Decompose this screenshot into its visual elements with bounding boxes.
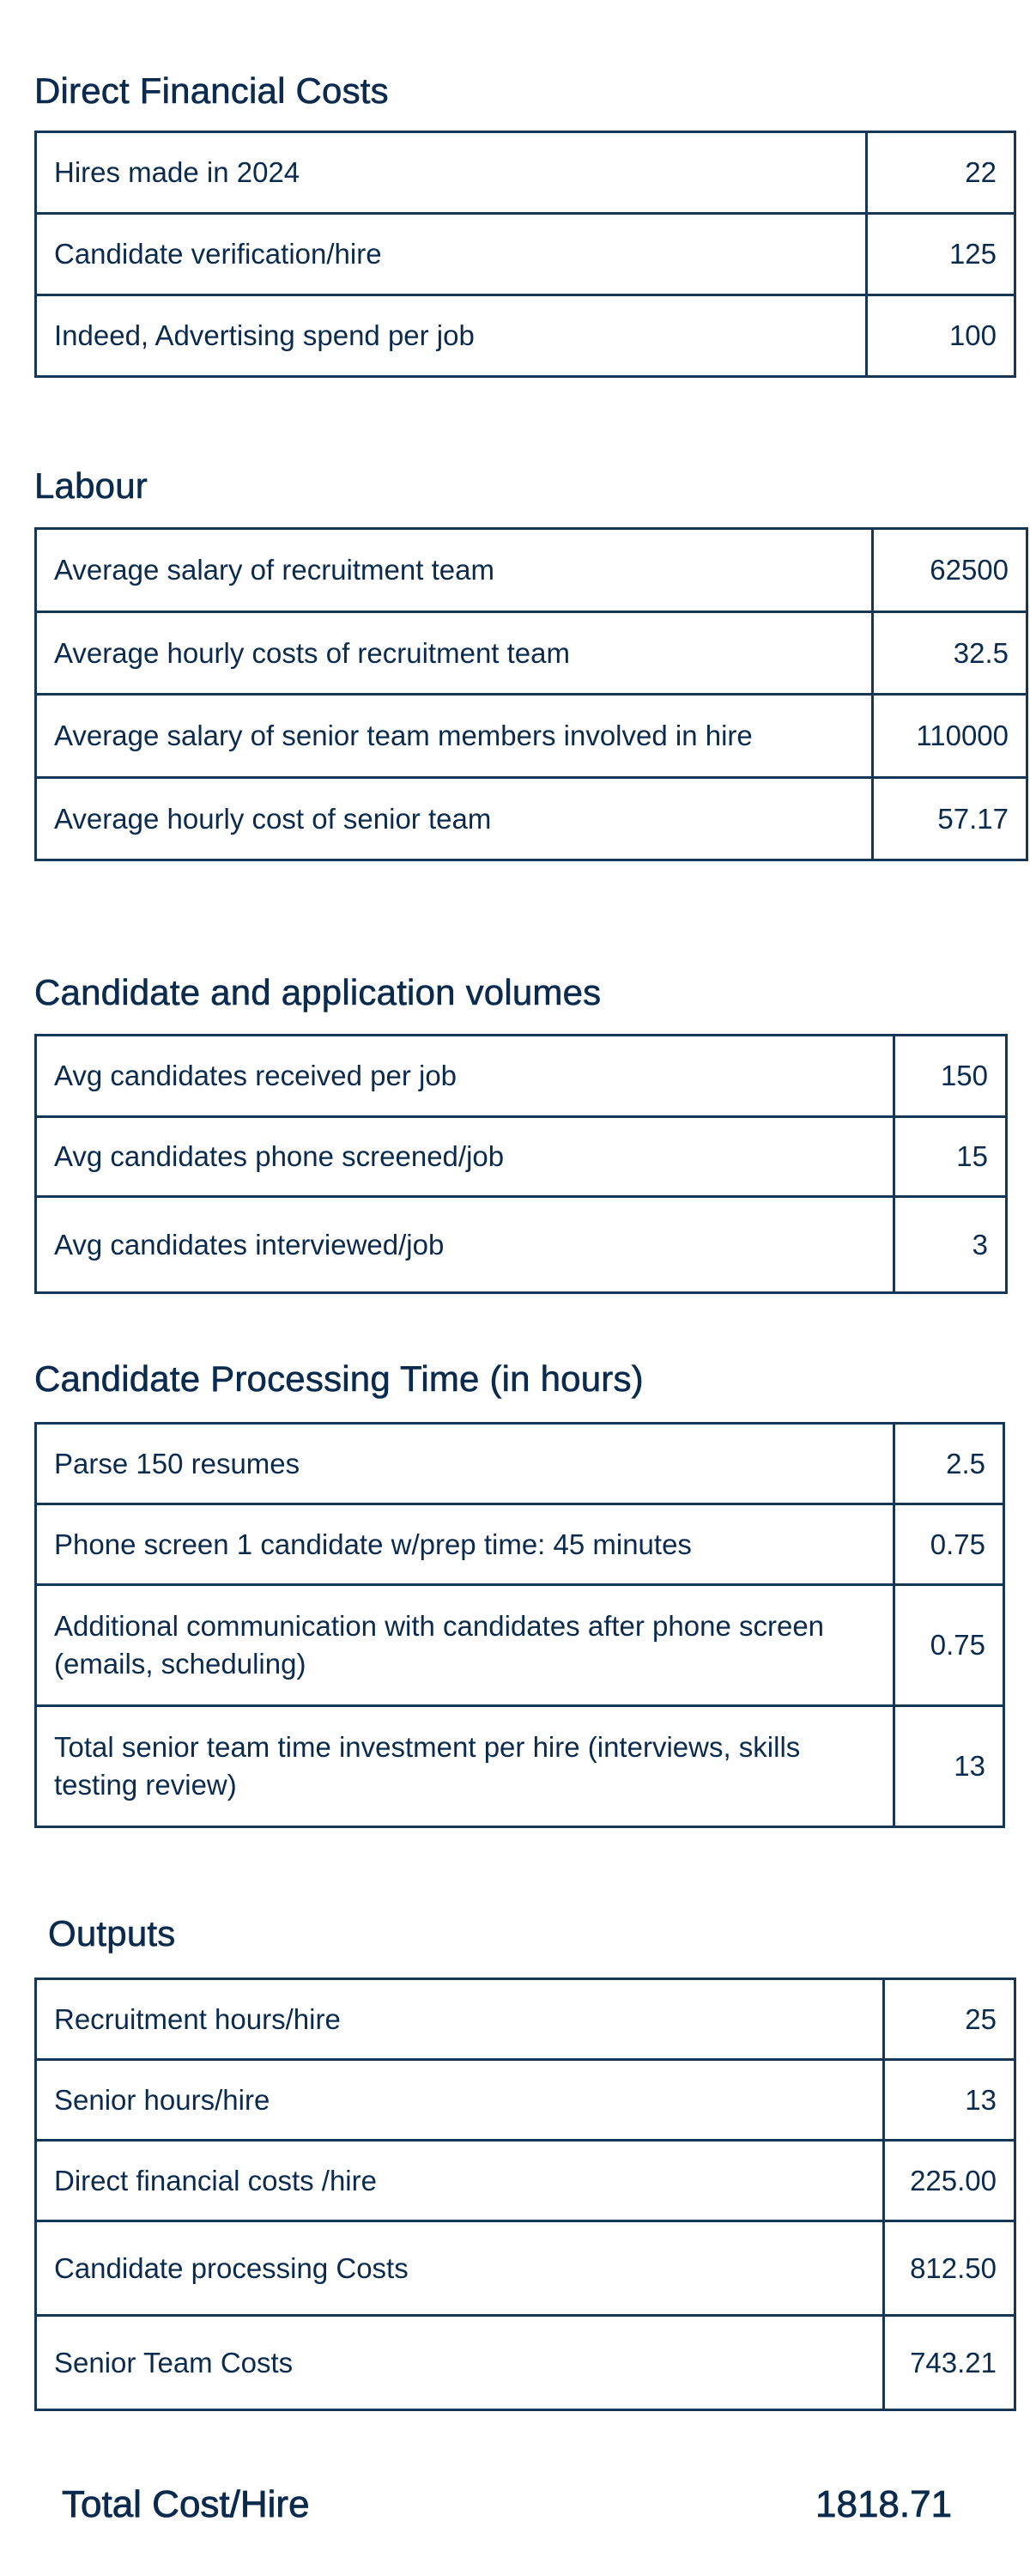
table-row bbox=[36, 132, 1015, 214]
table-row bbox=[36, 1036, 1007, 1117]
table-row bbox=[36, 695, 1027, 778]
row-label: Direct financial costs /hire bbox=[36, 2141, 884, 2221]
table-row bbox=[36, 214, 1015, 295]
table-row bbox=[36, 1706, 1004, 1827]
total-cost-label: Total Cost/Hire bbox=[62, 2483, 310, 2525]
outputs-title: Outputs bbox=[48, 1913, 176, 1953]
outputs-table bbox=[34, 1978, 1016, 2411]
table-row bbox=[36, 2316, 1015, 2410]
row-value: 0.75 bbox=[894, 1585, 1004, 1706]
row-value: 3 bbox=[894, 1197, 1007, 1293]
row-label: Candidate processing Costs bbox=[36, 2221, 884, 2316]
total-cost-value: 1818.71 bbox=[815, 2483, 953, 2525]
row-value: 13 bbox=[884, 2060, 1015, 2141]
row-value: 125 bbox=[867, 214, 1015, 295]
table-row bbox=[36, 1585, 1004, 1706]
row-value: 225.00 bbox=[884, 2141, 1015, 2221]
row-label: Candidate verification/hire bbox=[36, 214, 867, 295]
row-label: Average hourly cost of senior team bbox=[36, 778, 873, 860]
row-label: Senior hours/hire bbox=[36, 2060, 884, 2141]
row-value: 2.5 bbox=[894, 1424, 1004, 1504]
table-row bbox=[36, 1979, 1015, 2060]
row-label: Indeed, Advertising spend per job bbox=[36, 295, 867, 377]
row-label: Avg candidates phone screened/job bbox=[36, 1117, 894, 1197]
row-value: 13 bbox=[894, 1706, 1004, 1827]
row-label: Average salary of recruitment team bbox=[36, 529, 873, 612]
table-row bbox=[36, 1424, 1004, 1504]
row-value: 100 bbox=[867, 295, 1015, 377]
processing-time-title: Candidate Processing Time (in hours) bbox=[34, 1358, 644, 1399]
table-row bbox=[36, 2221, 1015, 2316]
table-row bbox=[36, 2141, 1015, 2221]
table-row bbox=[36, 529, 1027, 612]
labour-table bbox=[34, 527, 1028, 861]
labour-title: Labour bbox=[34, 465, 148, 506]
row-label: Avg candidates interviewed/job bbox=[36, 1197, 894, 1293]
row-value: 62500 bbox=[873, 529, 1027, 612]
row-value: 57.17 bbox=[873, 778, 1027, 860]
row-label: Average salary of senior team members involved in hire bbox=[36, 695, 873, 778]
table-row bbox=[36, 2060, 1015, 2141]
row-value: 0.75 bbox=[894, 1504, 1004, 1585]
row-label: Hires made in 2024 bbox=[36, 132, 867, 214]
processing-time-table bbox=[34, 1422, 1005, 1828]
row-label: Recruitment hours/hire bbox=[36, 1979, 884, 2060]
row-value: 743.21 bbox=[884, 2316, 1015, 2410]
row-value: 32.5 bbox=[873, 612, 1027, 695]
row-label: Phone screen 1 candidate w/prep time: 45 minutes bbox=[36, 1504, 894, 1585]
direct-financial-costs-title: Direct Financial Costs bbox=[34, 70, 389, 111]
row-value: 22 bbox=[867, 132, 1015, 214]
row-label: Additional communication with candidates after phone screen (emails, scheduling) bbox=[36, 1585, 894, 1706]
table-row bbox=[36, 612, 1027, 695]
candidate-volumes-title: Candidate and application volumes bbox=[34, 972, 602, 1012]
table-row bbox=[36, 1504, 1004, 1585]
row-label: Senior Team Costs bbox=[36, 2316, 884, 2410]
row-value: 15 bbox=[894, 1117, 1007, 1197]
table-row bbox=[36, 1197, 1007, 1293]
row-label: Avg candidates received per job bbox=[36, 1036, 894, 1117]
row-value: 812.50 bbox=[884, 2221, 1015, 2316]
direct-financial-costs-table bbox=[34, 131, 1016, 378]
row-value: 150 bbox=[894, 1036, 1007, 1117]
table-row bbox=[36, 295, 1015, 377]
row-value: 110000 bbox=[873, 695, 1027, 778]
table-row bbox=[36, 778, 1027, 860]
table-row bbox=[36, 1117, 1007, 1197]
candidate-volumes-table bbox=[34, 1034, 1008, 1294]
row-label: Average hourly costs of recruitment team bbox=[36, 612, 873, 695]
row-label: Total senior team time investment per hire (interviews, skills testing review) bbox=[36, 1706, 894, 1827]
row-label: Parse 150 resumes bbox=[36, 1424, 894, 1504]
row-value: 25 bbox=[884, 1979, 1015, 2060]
